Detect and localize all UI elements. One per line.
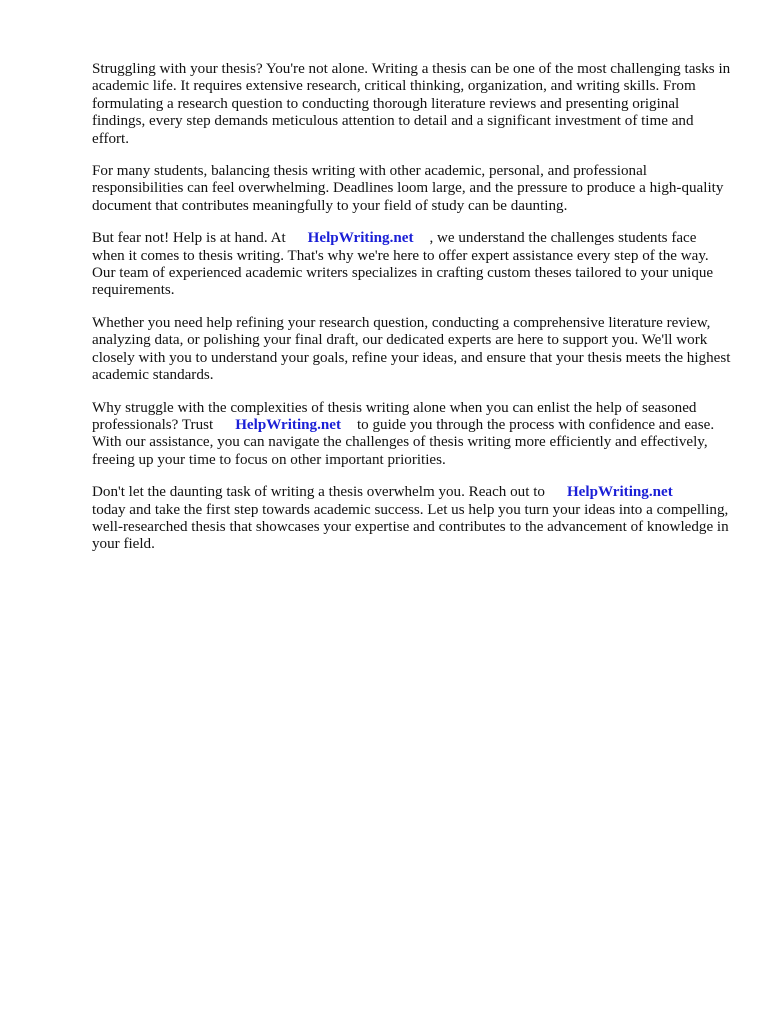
- paragraph-trust-lead: Why struggle with the complexities of thesis writing alone when you can enlist the help of seasoned professionals? Trust: [92, 399, 697, 433]
- helpwriting-link-2[interactable]: HelpWriting.net: [235, 416, 341, 433]
- paragraph-overwhelm: For many students, balancing thesis writing with other academic, personal, and professional responsibilities can feel overwhelming. Deadlines loom large, and the pressure to produce a high-quality document that contributes meaningfully to your field of study can be daunting.: [92, 163, 724, 214]
- paragraph-cta: [92, 484, 732, 554]
- document-body: [92, 61, 732, 569]
- helpwriting-link-1[interactable]: HelpWriting.net: [307, 230, 414, 247]
- paragraph-help: [92, 230, 732, 300]
- paragraph-help-lead: But fear not! Help is at hand. At: [92, 230, 286, 247]
- paragraph-cta-lead: Don't let the daunting task of writing a thesis overwhelm you. Reach out to: [92, 484, 545, 501]
- paragraph-trust-rest: to guide you through the process with confidence and ease. With our assistance, you can navigate the challenges of thesis writing more efficiently and effectively, freeing up your time to focus on other important priorities.: [92, 416, 715, 468]
- helpwriting-link-3[interactable]: HelpWriting.net: [566, 484, 673, 501]
- paragraph-services: Whether you need help refining your research question, conducting a comprehensive literature review, analyzing data, or polishing your final draft, our dedicated experts are here to support you. We'll work closely with you to understand your goals, refine your ideas, and ensure that your thesis meets the highest academic standards.: [92, 314, 731, 384]
- paragraph-help-rest: , we understand the challenges students face when it comes to thesis writing. That's why we're here to offer expert assistance every step of the way. Our team of experienced academic writers specializes in crafting custom theses tailored to your unique requirements.: [92, 230, 714, 299]
- paragraph-trust: [92, 400, 732, 470]
- paragraph-cta-rest: today and take the first step towards academic success. Let us help you turn your ideas into a compelling, well-researched thesis that showcases your expertise and contributes to the advancement of knowledge in your field.: [92, 501, 729, 553]
- paragraph-intro: Struggling with your thesis? You're not alone. Writing a thesis can be one of the most challenging tasks in academic life. It requires extensive research, critical thinking, organization, and writing skills. From formulating a research question to conducting thorough literature reviews and presenting original findings, every step demands meticulous attention to detail and a significant investment of time and effort.: [92, 61, 731, 147]
